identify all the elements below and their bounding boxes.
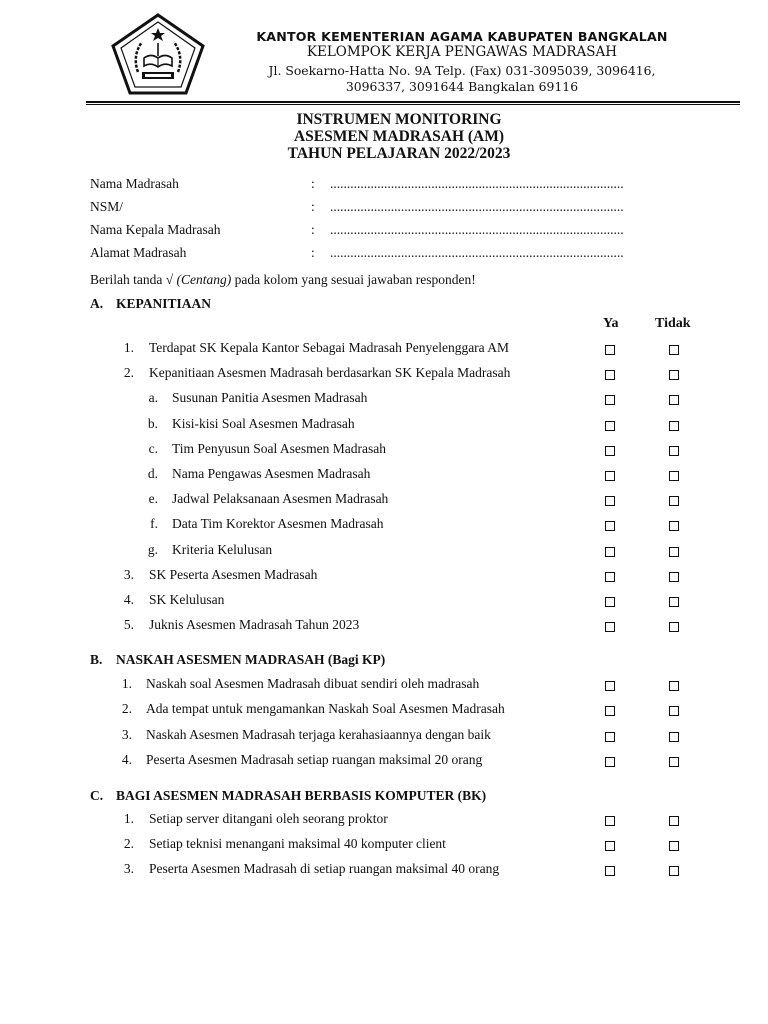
- item-text: Juknis Asesmen Madrasah Tahun 2023: [149, 617, 360, 633]
- item-text: Setiap teknisi menangani maksimal 40 komputer client: [149, 836, 446, 851]
- field-label-nsm: NSM/: [90, 199, 124, 214]
- checkbox-yes[interactable]: [605, 706, 615, 716]
- section-letter: B.: [90, 652, 103, 667]
- checkbox-yes[interactable]: [605, 496, 615, 506]
- item-text: Kepanitiaan Asesmen Madrasah berdasarkan SK Kepala Madrasah: [149, 365, 511, 381]
- item-text: Peserta Asesmen Madrasah setiap ruangan maksimal 20 orang: [146, 751, 483, 767]
- instruction-text: [90, 272, 476, 288]
- item-text: Setiap server ditangani oleh seorang proktor: [149, 811, 388, 826]
- item-number: 4.: [121, 751, 132, 767]
- checkbox-no[interactable]: [669, 841, 679, 851]
- letterhead-rule-thin: [86, 104, 740, 105]
- section-letter: C.: [90, 788, 104, 803]
- letterhead-office: KANTOR KEMENTERIAN AGAMA KABUPATEN BANGKALAN: [256, 29, 668, 44]
- checkbox-no[interactable]: [669, 572, 679, 582]
- letterhead-address: Jl. Soekarno-Hatta No. 9A Telp. (Fax) 031-3095039, 3096416,: [268, 63, 656, 78]
- section-title: BAGI ASESMEN MADRASAH BERBASIS KOMPUTER (BK): [116, 788, 487, 803]
- checkbox-no[interactable]: [669, 370, 679, 380]
- item-text: Tim Penyusun Soal Asesmen Madrasah: [172, 440, 387, 456]
- item-text: Susunan Panitia Asesmen Madrasah: [172, 390, 368, 406]
- section-a-heading: [90, 296, 211, 312]
- checkbox-no[interactable]: [669, 421, 679, 431]
- doc-title-line-3: TAHUN PELAJARAN 2022/2023: [287, 145, 511, 162]
- item-text: Naskah soal Asesmen Madrasah dibuat sendiri oleh madrasah: [146, 676, 480, 691]
- checkbox-yes[interactable]: [605, 547, 615, 557]
- section-title: NASKAH ASESMEN MADRASAH (Bagi KP): [116, 652, 386, 667]
- item-number: 2.: [123, 836, 134, 851]
- field-label-school-name: Nama Madrasah: [90, 176, 179, 191]
- item-number: 4.: [123, 592, 134, 607]
- item-text: Nama Pengawas Asesmen Madrasah: [172, 466, 371, 481]
- checkbox-yes[interactable]: [605, 841, 615, 851]
- checkbox-no[interactable]: [669, 496, 679, 506]
- checkbox-yes[interactable]: [605, 421, 615, 431]
- item-number: d.: [147, 466, 158, 481]
- checkbox-yes[interactable]: [605, 572, 615, 582]
- checkbox-yes[interactable]: [605, 370, 615, 380]
- field-colon: :: [311, 176, 315, 191]
- section-c-heading: [90, 788, 486, 804]
- letterhead-address-2: 3096337, 3091644 Bangkalan 69116: [345, 79, 579, 94]
- checkbox-no[interactable]: [669, 732, 679, 742]
- checkbox-yes[interactable]: [605, 446, 615, 456]
- checkbox-yes[interactable]: [605, 345, 615, 355]
- checkbox-no[interactable]: [669, 547, 679, 557]
- item-text: Jadwal Pelaksanaan Asesmen Madrasah: [172, 491, 389, 507]
- item-number: 3.: [123, 566, 134, 582]
- checkbox-yes[interactable]: [605, 521, 615, 531]
- item-number: 5.: [123, 617, 134, 633]
- item-number: 1.: [123, 811, 134, 826]
- checkbox-no[interactable]: [669, 597, 679, 607]
- checkbox-yes[interactable]: [605, 395, 615, 405]
- doc-title-line-2: ASESMEN MADRASAH (AM): [293, 128, 505, 145]
- checkbox-no[interactable]: [669, 521, 679, 531]
- item-text: Naskah Asesmen Madrasah terjaga kerahasiaannya dengan baik: [146, 726, 491, 742]
- instruction-before: Berilah tanda √: [90, 272, 177, 287]
- checkbox-yes[interactable]: [605, 732, 615, 742]
- item-text: SK Kelulusan: [149, 592, 225, 607]
- checkbox-no[interactable]: [669, 757, 679, 767]
- instruction-italic: (Centang): [176, 272, 232, 287]
- item-number: 2.: [121, 701, 132, 717]
- checkbox-no[interactable]: [669, 816, 679, 826]
- field-label-address: Alamat Madrasah: [90, 245, 187, 260]
- item-text: Kisi-kisi Soal Asesmen Madrasah: [172, 415, 355, 431]
- checkbox-yes[interactable]: [605, 757, 615, 767]
- item-number: 2.: [123, 365, 134, 381]
- instruction-after: pada kolom yang sesuai jawaban responden!: [231, 272, 476, 287]
- letterhead-group: KELOMPOK KERJA PENGAWAS MADRASAH: [306, 44, 618, 60]
- item-number: 3.: [121, 726, 132, 742]
- section-title: KEPANITIAAN: [116, 296, 212, 311]
- checkbox-no[interactable]: [669, 345, 679, 355]
- item-text: Kriteria Kelulusan: [172, 541, 273, 557]
- checkbox-yes[interactable]: [605, 681, 615, 691]
- item-text: Terdapat SK Kepala Kantor Sebagai Madrasah Penyelenggara AM: [149, 340, 510, 355]
- item-number: 1.: [121, 676, 132, 691]
- checkbox-no[interactable]: [669, 681, 679, 691]
- item-number: a.: [148, 390, 158, 406]
- checkbox-no[interactable]: [669, 866, 679, 876]
- field-colon: :: [311, 199, 315, 214]
- item-number: 1.: [123, 340, 134, 355]
- checkbox-no[interactable]: [669, 471, 679, 481]
- ministry-logo: [108, 12, 208, 96]
- item-number: b.: [147, 415, 158, 431]
- item-text: SK Peserta Asesmen Madrasah: [149, 566, 318, 582]
- item-number: e.: [148, 491, 158, 507]
- checkbox-no[interactable]: [669, 446, 679, 456]
- field-label-head-name: Nama Kepala Madrasah: [90, 222, 221, 237]
- checkbox-yes[interactable]: [605, 816, 615, 826]
- column-header-yes: Ya: [603, 316, 619, 331]
- item-text: Data Tim Korektor Asesmen Madrasah: [172, 516, 384, 532]
- item-number: g.: [147, 541, 158, 557]
- column-header-no: Tidak: [655, 316, 691, 331]
- field-colon: :: [311, 245, 315, 260]
- checkbox-no[interactable]: [669, 395, 679, 405]
- checkbox-no[interactable]: [669, 622, 679, 632]
- doc-title-line-1: INSTRUMEN MONITORING: [296, 111, 502, 128]
- field-blank-head-name: .......................................................................................: [330, 222, 624, 237]
- field-blank-address: .......................................................................................: [330, 245, 624, 260]
- section-b-heading: [90, 652, 385, 668]
- item-text: Ada tempat untuk mengamankan Naskah Soal Asesmen Madrasah: [146, 701, 505, 717]
- checkbox-yes[interactable]: [605, 866, 615, 876]
- checkbox-yes[interactable]: [605, 622, 615, 632]
- item-number: f.: [150, 516, 158, 532]
- field-colon: :: [311, 222, 315, 237]
- field-blank-nsm: .......................................................................................: [330, 199, 624, 214]
- field-blank-school-name: .......................................................................................: [330, 176, 624, 191]
- letterhead-rule: [86, 101, 740, 103]
- checkbox-yes[interactable]: [605, 597, 615, 607]
- section-letter: A.: [90, 296, 104, 311]
- checkbox-yes[interactable]: [605, 471, 615, 481]
- checkbox-no[interactable]: [669, 706, 679, 716]
- item-text: Peserta Asesmen Madrasah di setiap ruangan maksimal 40 orang: [149, 861, 500, 876]
- item-number: 3.: [123, 861, 134, 876]
- item-number: c.: [148, 440, 158, 456]
